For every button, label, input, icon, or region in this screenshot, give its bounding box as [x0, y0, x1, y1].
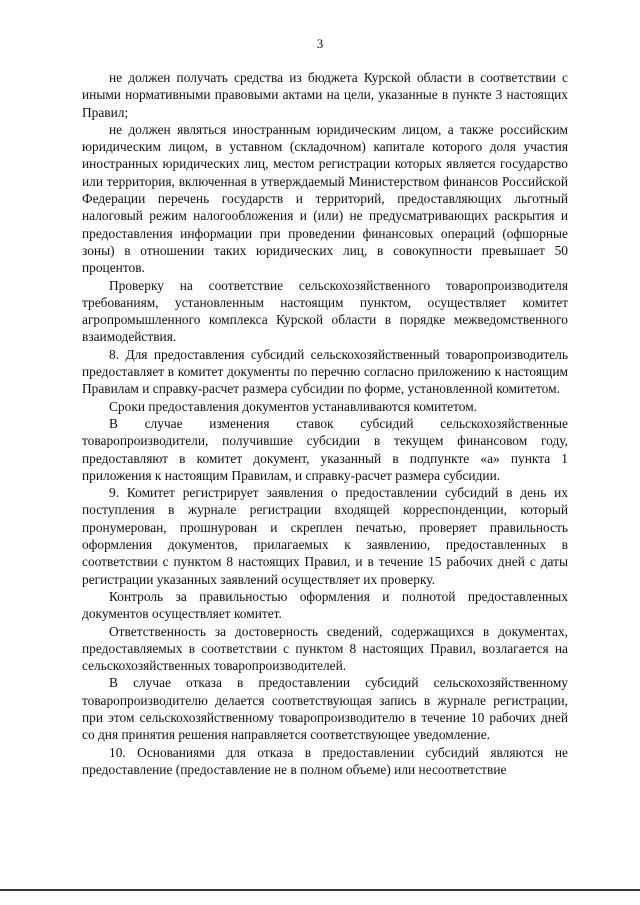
page-number: 3 [316, 36, 324, 51]
paragraph-item-9: 9. Комитет регистрирует заявления о предоставлении субсидий в день их поступления в журнале регистрации входящей корреспонденции, который пронумерован, прошнурован и скреплен печатью, проверяет правильность оформления документов, прилагаемых к заявлению, предоставленных в соответствии с пунктом 8 настоящих Правил, и в течение 15 рабочих дней с даты регистрации указанных заявлений осуществляет их проверку. [82, 485, 568, 587]
paragraph-foreign-entity-restriction: не должен являться иностранным юридическим лицом, а также российским юридическим лицом, в уставном (складочном) капитале которого доля участия иностранных юридических лиц, местом регистрации которых является государство или территория, включенная в утверждаемый Министерством финансов Российской Федерации перечень государств и территорий, предоставляющих льготный налоговый режим налогообложения и (или) не предусматривающих раскрытия и предоставления информации при проведении финансовых операций (офшорные зоны) в отношении таких юридических лиц, в совокупности превышает 50 процентов. [82, 121, 568, 276]
paragraph-refusal-record: В случае отказа в предоставлении субсидий сельскохозяйственному товаропроизводителю делается соответствующая запись в журнале регистрации, при этом сельскохозяйственному товаропроизводителю в течение 10 рабочих дней со дня принятия решения направляется соответствующее уведомление. [82, 675, 568, 743]
paragraph-item-8: 8. Для предоставления субсидий сельскохозяйственный товаропроизводитель предоставляет в комитет документы по перечню согласно приложению к настоящим Правилам и справку-расчет размера субсидии по форме, установленной комитетом. [82, 346, 568, 397]
paragraph-submission-deadlines: Сроки предоставления документов устанавливаются комитетом. [109, 398, 478, 414]
paragraph-rate-change: В случае изменения ставок субсидий сельскохозяйственные товаропроизводители, получившие субсидии в текущем финансовом году, предоставляют в комитет документ, указанный в подпункте «а» пункта 1 приложения к настоящим Правилам, и справку-расчет размера субсидии. [82, 415, 568, 483]
document-body [82, 69, 568, 778]
paragraph-item-10: 10. Основаниями для отказа в предоставлении субсидий являются не предоставление (предоставление не в полном объеме) или несоответствие [82, 744, 568, 777]
paragraph-verification: Проверку на соответствие сельскохозяйственного товаропроизводителя требованиям, установленным настоящим пунктом, осуществляет комитет агропромышленного комплекса Курской области в порядке межведомственного взаимодействия. [82, 277, 568, 345]
page-bottom-border [0, 889, 640, 891]
paragraph-responsibility: Ответственность за достоверность сведений, содержащихся в документах, предоставляемых в соответствии с пунктом 8 настоящих Правил, возлагается на сельскохозяйственных товаропроизводителей. [82, 623, 568, 674]
paragraph-budget-restriction: не должен получать средства из бюджета Курской области в соответствии с иными нормативными правовыми актами на цели, указанные в пункте 3 настоящих Правил; [82, 70, 568, 120]
paragraph-control: Контроль за правильностью оформления и полнотой предоставленных документов осуществляет комитет. [82, 588, 568, 622]
